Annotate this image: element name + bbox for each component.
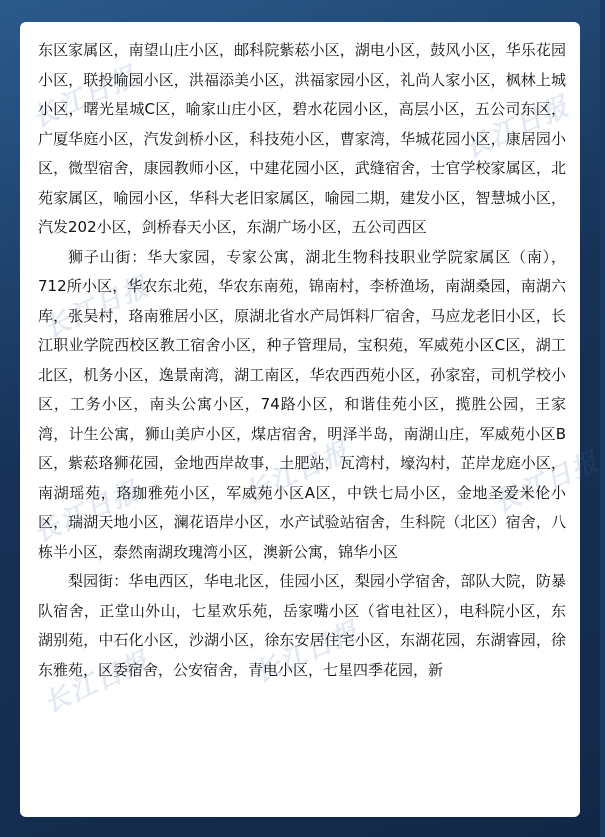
- notice-card: [20, 22, 605, 817]
- watermark: 长江日报: [249, 616, 365, 690]
- watermark: 长江日报: [29, 476, 145, 550]
- watermark: 长江日报: [489, 446, 605, 520]
- watermark: 长江日报: [239, 436, 355, 510]
- watermark: 长江日报: [39, 646, 155, 720]
- community-list-shizishan-street: 狮子山街：华大家园，专家公寓，湖北生物科技职业学院家属区（南），712所小区，华农东北苑，华农东南苑，锦南村，李桥渔场，南湖桑园，南湖六库，张吴村，珞南雅居小区，原湖北省水产局饵料厂宿舍，马应龙老旧小区，长江职业学院西校区教工宿舍小区，种子管理局，宝积苑，军威苑小区C区，湖工北区，机务小区，逸景南湾，湖工南区，华农西西苑小区，孙家窑，司机学校小区，工务小区，南头公寓小区，74路小区，和谐佳苑小区，揽胜公园，王家湾，计生公寓，狮山美庐小区，煤店宿舍，明泽半岛，南湖山庄，军威苑小区B区，紫菘珞狮花园，金地西岸故事，土肥站，瓦湾村，壕沟村，芷岸龙庭小区，南湖瑶苑，珞珈雅苑小区，军威苑小区A区，中铁七局小区，金地圣爱米伦小区，瑞湖天地小区，澜花语岸小区，水产试验站宿舍，生科院（北区）宿舍，八栋半小区，泰然南湖玫瑰湾小区，澳新公寓，锦华小区: [38, 247, 566, 561]
- watermark: 长江日报: [39, 271, 155, 345]
- watermark: 长江日报: [459, 91, 575, 165]
- watermark: 长江日报: [27, 61, 143, 135]
- community-list-liyuan-street: 梨园街：华电西区，华电北区，佳园小区，梨园小学宿舍，部队大院，防暴队宿舍，正堂山外山，七星欢乐苑，岳家嘴小区（省电社区），电科院小区，东湖别苑，中石化小区，沙湖小区，徐东安居住宅小区，东湖花园，东湖睿园，徐东雅苑，区委宿舍，公安宿舍，青电小区，七星四季花园，新: [38, 572, 566, 679]
- community-list-continued: 东区家属区，南望山庄小区，邮科院紫菘小区，湖电小区，鼓风小区，华乐花园小区，联投喻园小区，洪福添美小区，洪福家园小区，礼尚人家小区，枫林上城小区，曙光星城C区，喻家山庄小区，碧水花园小区，高层小区，五公司东区，广厦华庭小区，汽发剑桥小区，科技苑小区，曹家湾，华城花园小区，康居园小区，微型宿舍，康园教师小区，中建花园小区，武缝宿舍，士官学校家属区，北苑家属区，喻园小区，华科大老旧家属区，喻园二期，建发小区，智慧城小区，汽发202小区，剑桥春天小区，东湖广场小区，五公司西区: [38, 41, 566, 236]
- document-body: [38, 36, 566, 685]
